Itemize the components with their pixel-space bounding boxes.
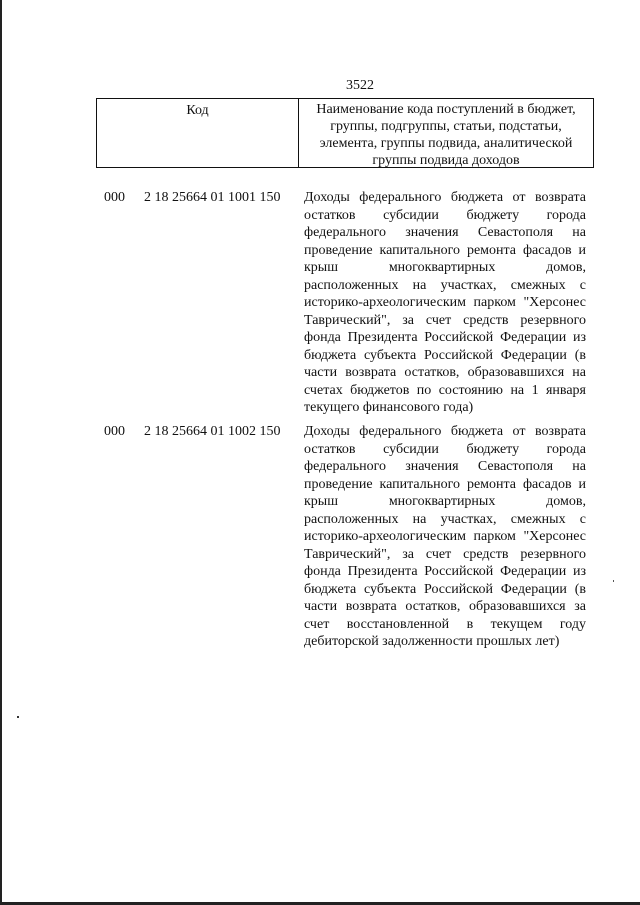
table-header [96,98,594,168]
scan-speck [613,580,614,582]
revenue-description: Доходы федерального бюджета от возврата остатков субсидии бюджету города федерального значения Севастополя на проведение капитального ремонта фасадов и крыш многоквартирных домов, расположенных на участках, смежных с историко-археологическим парком "Херсонес Таврический", за счет средств резервного фонда Президента Российской Федерации из бюджета субъекта Российской Федерации (в части возврата остатков, образовавшихся за счет восстановленной в текущем году дебиторской задолженности прошлых лет) [304,424,586,649]
header-code: Код [97,99,299,167]
scan-speck [17,716,19,718]
page-number: 3522 [346,78,374,93]
revenue-code: 2 18 25664 01 1002 150 [144,424,281,439]
admin-code: 000 [104,190,125,205]
revenue-description: Доходы федерального бюджета от возврата остатков субсидии бюджету города федерального значения Севастополя на проведение капитального ремонта фасадов и крыш многоквартирных домов, расположенных на участках, смежных с историко-археологическим парком "Херсонес Таврический", за счет средств резервного фонда Президента Российской Федерации из бюджета субъекта Российской Федерации (в части возврата остатков, образовавшихся на счетах бюджетов по состоянию на 1 января текущего финансового года) [304,190,586,415]
revenue-code: 2 18 25664 01 1001 150 [144,190,281,205]
scan-edge-left [0,0,2,905]
admin-code: 000 [104,424,125,439]
header-name: Наименование кода поступлений в бюджет, группы, подгруппы, статьи, подстатьи, элемента, группы подвида, аналитической группы подвида доходов [316,102,576,168]
